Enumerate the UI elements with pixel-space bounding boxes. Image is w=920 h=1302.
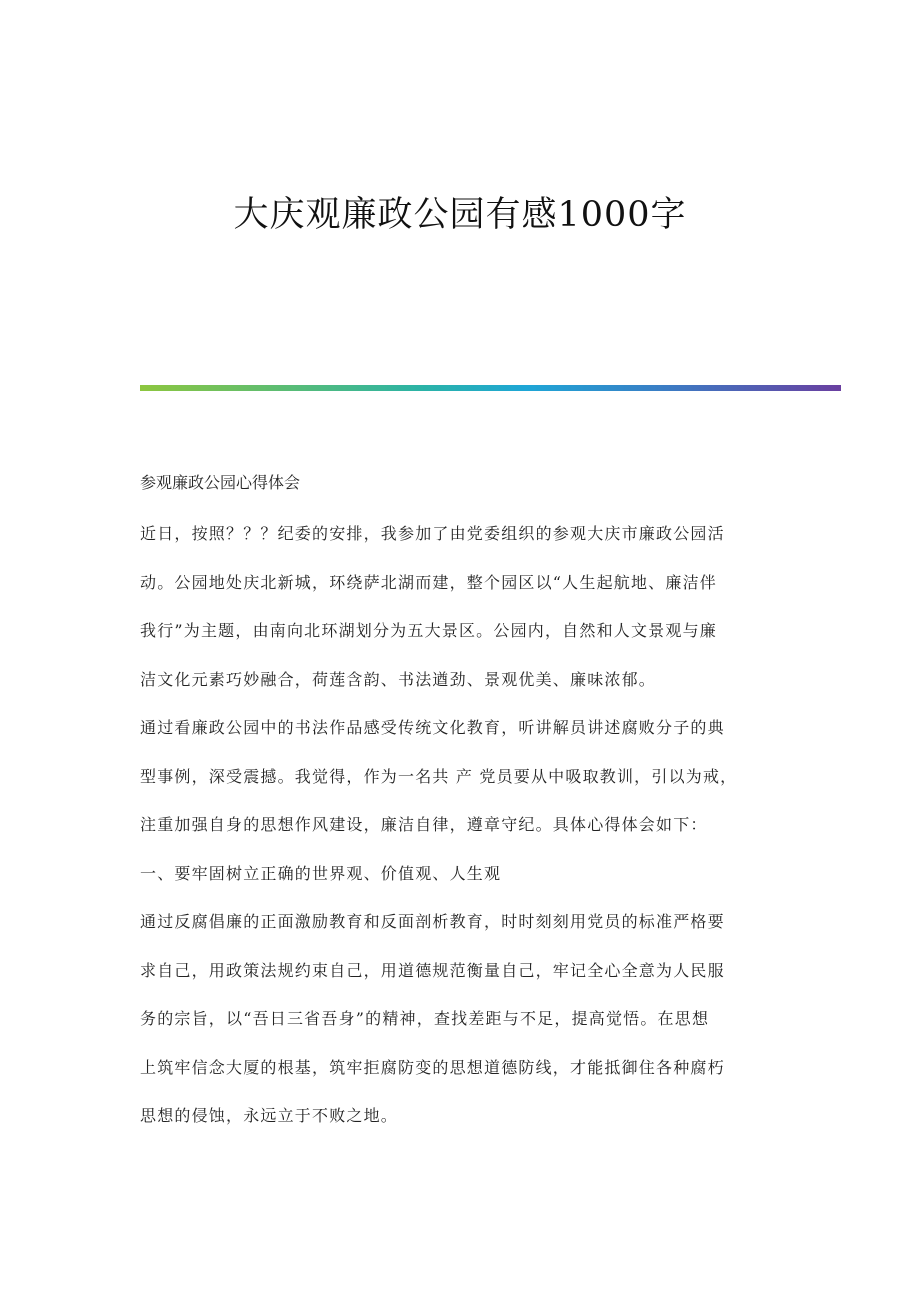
subheading-block [140,850,780,899]
paragraph-line: 近日，按照？？？纪委的安排，我参加了由党委组织的参观大庆市廉政公园活 [140,524,725,543]
paragraph-line: 通过看廉政公园中的书法作品感受传统文化教育，听讲解员讲述腐败分子的典 [140,718,725,737]
paragraph-line: 思想的侵蚀，永远立于不败之地。 [140,1106,399,1125]
paragraph-line: 型事例，深受震撼。我觉得，作为一名共 产 党员要从中吸取教训，引以为戒， [140,766,738,786]
section-heading: 参观廉政公园心得体会 [140,473,301,492]
paragraph-2 [140,704,780,850]
paragraph-line: 务的宗旨，以“吾日三省吾身”的精神，查找差距与不足，提高觉悟。在思想 [140,1009,710,1028]
subheading: 一、要牢固树立正确的世界观、价值观、人生观 [140,863,502,883]
document-title: 大庆观廉政公园有感1000字 [233,195,687,235]
paragraph-1 [140,510,780,704]
paragraph-3 [140,898,780,1141]
paragraph-line: 注重加强自身的思想作风建设，廉洁自律，遵章守纪。具体心得体会如下： [140,815,708,834]
decorative-gradient-rule [140,385,841,391]
paragraph-line: 求自己，用政策法规约束自己，用道德规范衡量自己，牢记全心全意为人民服 [140,960,725,980]
paragraph-line: 我行”为主题，由南向北环湖划分为五大景区。公园内，自然和人文景观与廉 [140,621,717,640]
paragraph-line: 动。公园地处庆北新城，环绕萨北湖而建，整个园区以“人生起航地、廉洁伴 [140,572,717,592]
document-body [140,462,780,1141]
paragraph-line: 上筑牢信念大厦的根基，筑牢拒腐防变的思想道德防线，才能抵御住各种腐朽 [140,1057,725,1077]
paragraph-line: 洁文化元素巧妙融合，荷莲含韵、书法遒劲、景观优美、廉味浓郁。 [140,669,657,689]
paragraph-line: 通过反腐倡廉的正面激励教育和反面剖析教育，时时刻刻用党员的标准严格要 [140,912,725,931]
